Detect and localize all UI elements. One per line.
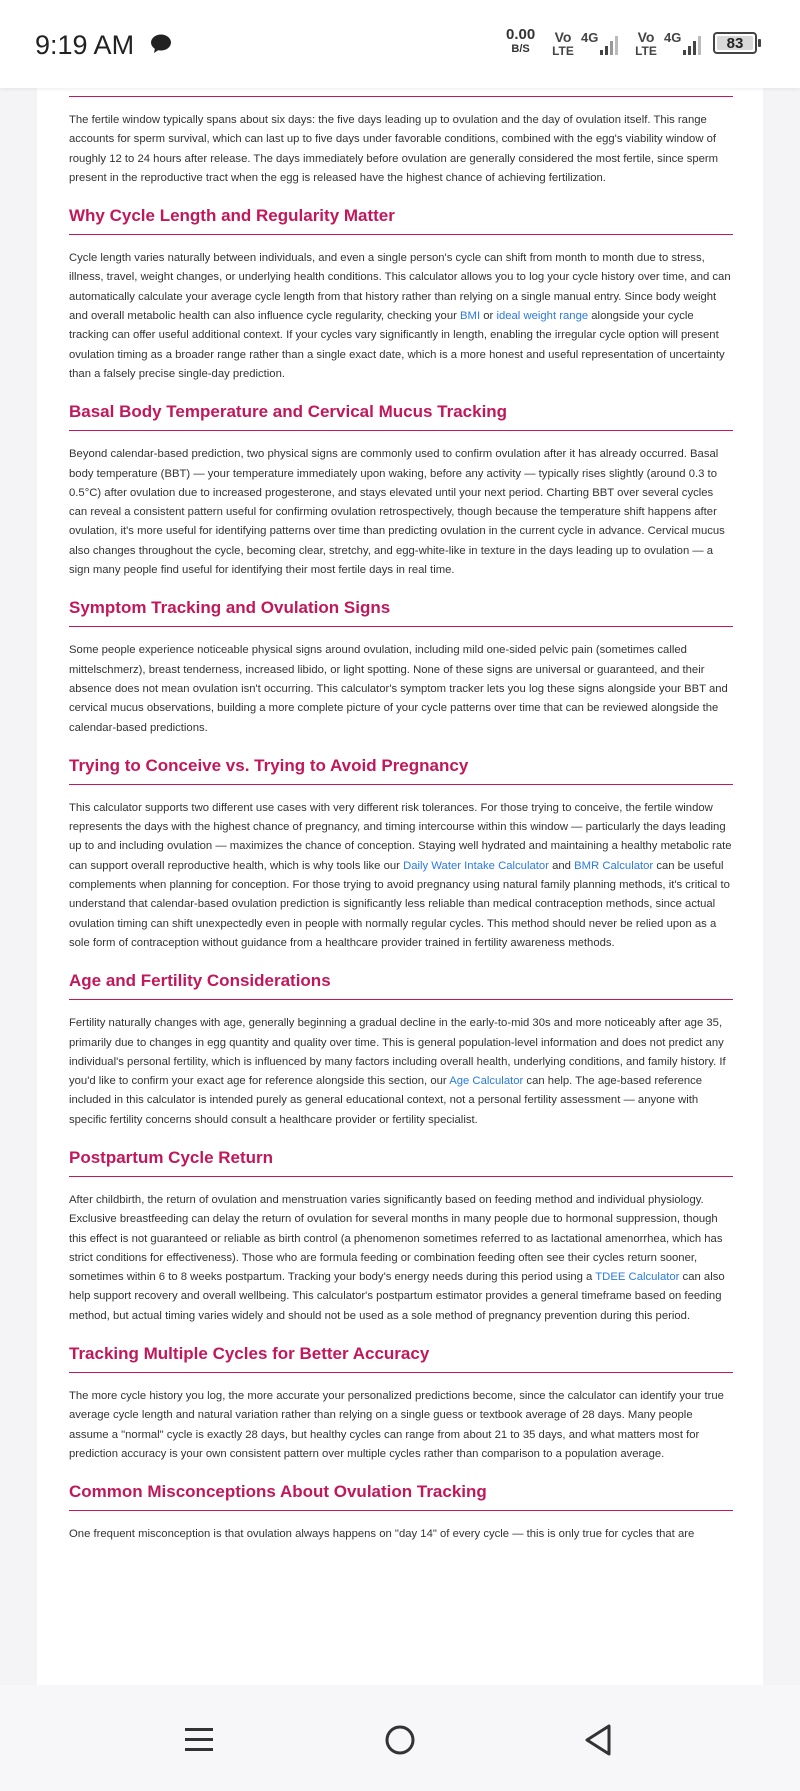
menu-icon[interactable]	[177, 1717, 223, 1763]
signal-bars-icon	[599, 34, 621, 61]
back-triangle-icon[interactable]	[577, 1717, 623, 1763]
section-heading: Age and Fertility Considerations	[69, 971, 733, 1000]
section-paragraph	[69, 641, 733, 737]
section-paragraph	[69, 111, 733, 188]
signal-bars-icon	[682, 34, 704, 61]
clock-time: 9:19 AM	[35, 30, 135, 60]
article-section	[69, 756, 733, 953]
section-heading: Basal Body Temperature and Cervical Mucus Tracking	[69, 402, 733, 431]
section-paragraph	[69, 249, 733, 384]
network-speed: 0.00 B/S	[506, 26, 536, 55]
section-paragraph	[69, 445, 733, 580]
article-section	[69, 1482, 733, 1544]
article-content	[69, 80, 733, 1563]
paragraph-text: Beyond calendar-based prediction, two physical signs are commonly used to confirm ovulation after it has already occurred. Basal body temperature (BBT) — your temperature immediately upon waking, before any activity — typically rises slightly (around 0.3 to 0.5°C) after ovulation due to increased progesterone, and stays elevated until your next period. Charting BBT over several cycles can reveal a consistent pattern useful for confirming ovulation retrospectively, though because the temperature shift happens after ovulation, it's more useful for identifying patterns over time than predicting ovulation in the current cycle in advance. Cervical mucus also changes throughout the cycle, becoming clear, stretchy, and egg-white-like in texture in the days leading up to ovulation — a sign many people find useful for identifying their most fertile days in real time.	[69, 448, 725, 577]
section-paragraph	[69, 1525, 733, 1544]
section-heading: Tracking Multiple Cycles for Better Accuracy	[69, 1344, 733, 1373]
section-paragraph	[69, 799, 733, 953]
status-bar: 9:19 AM 0.00 B/S Vo LTE 4G Vo LTE 4G 83	[0, 0, 800, 88]
section-heading: Postpartum Cycle Return	[69, 1148, 733, 1177]
article-section	[69, 1148, 733, 1326]
navigation-bar	[0, 1685, 800, 1791]
paragraph-text: Some people experience noticeable physical signs around ovulation, including mild one-sided pelvic pain (sometimes called mittelschmerz), breast tenderness, increased libido, or light spotting. None of these signs are universal or guaranteed, and their absence does not mean ovulation isn't occurring. This calculator's symptom tracker lets you log these signs alongside your BBT and cervical mucus observations, building a more complete picture of your cycle patterns over time that can be reviewed alongside the calendar-based predictions.	[69, 644, 728, 734]
paragraph-text: After childbirth, the return of ovulation and menstruation varies significantly based on feeding method and individual physiology. Exclusive breastfeeding can delay the return of ovulation for several months in many people due to hormonal suppression, though this effect is not guaranteed or reliable as birth control (a phenomenon sometimes referred to as lactational amenorrhea, which has strict conditions for effectiveness). Those who are formula feeding or combination feeding often see their cycles return sooner, sometimes within 6 to 8 weeks postpartum. Tracking your body's energy needs during this period using a	[69, 1193, 723, 1284]
article-section	[69, 402, 733, 580]
section-heading: Trying to Conceive vs. Trying to Avoid Pregnancy	[69, 756, 733, 785]
article-section	[69, 206, 733, 384]
paragraph-text: can be useful complements when planning for conception. For those trying to avoid pregnancy using natural family planning methods, it's critical to understand that calendar-based ovulation prediction is significantly less reliable than medical contraception methods, since actual ovulation timing can shift unexpectedly even in people with normally regular cycles. This method should never be relied upon as a sole form of contraception without guidance from a healthcare provider trained in fertility awareness methods.	[69, 859, 730, 949]
article-card[interactable]	[37, 60, 763, 1685]
paragraph-text: can also help support recovery and overall wellbeing. This calculator's postpartum estimator provides a general timeframe based on feeding method, but actual timing varies widely and should not be used as a sole method of pregnancy prevention during this period.	[69, 1271, 725, 1322]
battery-level: 83	[726, 35, 744, 52]
chat-bubble-icon	[150, 34, 172, 59]
article-section	[69, 971, 733, 1130]
paragraph-text: and	[548, 859, 575, 872]
home-circle-icon[interactable]	[377, 1717, 423, 1763]
paragraph-text: Fertility naturally changes with age, generally beginning a gradual decline in the early-to-mid 30s and more noticeably after age 35, primarily due to changes in egg quantity and quality over time. This is general population-level information and does not predict any individual's personal fertility, which is influenced by many factors including overall health, underlying conditions, and family history. If you'd like to confirm your exact age for reference alongside this section, our	[69, 1017, 726, 1088]
paragraph-text: This calculator supports two different use cases with very different risk tolerances. For those trying to conceive, the fertile window represents the days with the highest chance of pregnancy, and timing intercourse within this window — particularly the days leading up to and including ovulation — maximizes the chance of conception. Staying well hydrated and maintaining a healthy metabolic rate can support overall reproductive health, which is why tools like our	[69, 801, 732, 872]
paragraph-text: The fertile window typically spans about six days: the five days leading up to ovulation and the day of ovulation itself. This range accounts for sperm survival, which can last up to five days under favorable conditions, combined with the egg's viability window of roughly 12 to 24 hours after release. The days immediately before ovulation are generally considered the most fertile, since sperm present in the reproductive tract when the egg is released have the highest chance of achieving fertilization.	[69, 114, 719, 184]
inline-link[interactable]: BMI	[460, 310, 481, 323]
paragraph-text: can help. The age-based reference included in this calculator is intended purely as general educational context, not a personal fertility assessment — anyone with specific fertility concerns should consult a healthcare provider or fertility specialist.	[69, 1075, 703, 1126]
paragraph-text: The more cycle history you log, the more accurate your personalized predictions become, since the calculator can identify your true average cycle length and natural variation rather than relying on a single guess or textbook average of 28 days. Many people assume a "normal" cycle is exactly 28 days, but healthy cycles can range from about 21 to 35 days, and what matters most for prediction accuracy is your own consistent pattern over multiple cycles rather than comparison to a population average.	[69, 1390, 724, 1460]
paragraph-text: Cycle length varies naturally between individuals, and even a single person's cycle can shift from month to month due to stress, illness, travel, weight changes, or underlying health conditions. This calculator allows you to log your cycle history over time, and can automatically calculate your average cycle length from that history rather than relying on a single manual entry. Since body weight and overall metabolic health can also influence cycle regularity, checking your	[69, 252, 731, 323]
inline-link[interactable]: Age Calculator	[449, 1075, 524, 1088]
section-heading: Symptom Tracking and Ovulation Signs	[69, 598, 733, 627]
article-section	[69, 1344, 733, 1464]
paragraph-text: One frequent misconception is that ovulation always happens on "day 14" of every cycle — this is only true for cycles that are	[69, 1528, 695, 1541]
section-heading: Common Misconceptions About Ovulation Tracking	[69, 1482, 733, 1511]
battery-icon	[713, 32, 757, 54]
paragraph-text: alongside your cycle tracking can offer useful additional context. If your cycles vary significantly in length, enabling the irregular cycle option will present ovulation timing as a broader range rather than a single exact date, which is a more honest and useful representation of uncertainty than a falsely precise single-day prediction.	[69, 310, 725, 380]
inline-link[interactable]: Daily Water Intake Calculator	[403, 859, 549, 872]
section-paragraph	[69, 1014, 733, 1130]
inline-link[interactable]: TDEE Calculator	[595, 1271, 680, 1284]
section-paragraph	[69, 1191, 733, 1326]
section-paragraph	[69, 1387, 733, 1464]
inline-link[interactable]: ideal weight range	[496, 310, 589, 323]
paragraph-text: or	[480, 310, 497, 323]
article-section	[69, 598, 733, 737]
inline-link[interactable]: BMR Calculator	[574, 859, 654, 872]
section-heading: Why Cycle Length and Regularity Matter	[69, 206, 733, 235]
